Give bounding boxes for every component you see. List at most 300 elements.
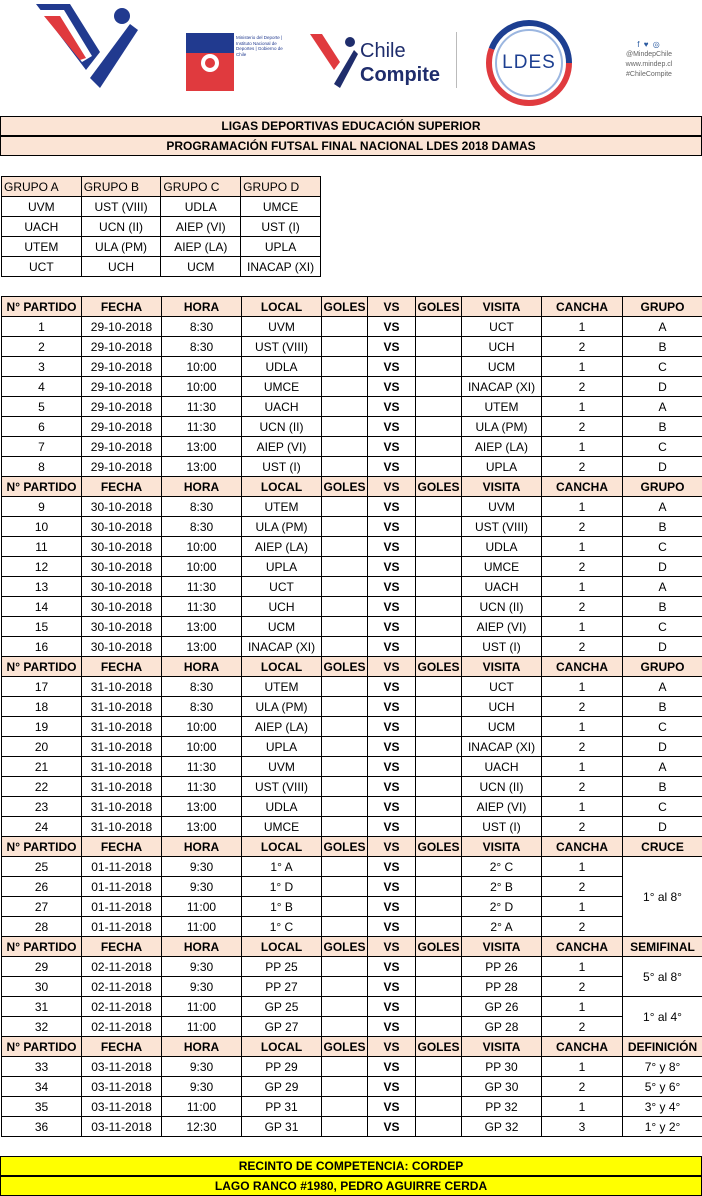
group-team-cell: UCM xyxy=(161,257,241,277)
time-cell: 8:30 xyxy=(162,317,242,337)
table-row xyxy=(2,597,702,617)
schedule-header-cell: CANCHA xyxy=(542,477,623,497)
date-cell: 29-10-2018 xyxy=(82,337,162,357)
visit-team-cell: UACH xyxy=(462,757,542,777)
schedule-header-cell: HORA xyxy=(162,477,242,497)
schedule-header-cell: DEFINICIÓN xyxy=(623,1037,702,1057)
time-cell: 13:00 xyxy=(162,457,242,477)
schedule-header-cell: GOLES xyxy=(322,937,368,957)
schedule-header-cell: FECHA xyxy=(82,657,162,677)
vs-cell: VS xyxy=(368,637,416,657)
table-row xyxy=(2,1017,702,1037)
goals-visit-cell xyxy=(416,397,462,417)
date-cell: 31-10-2018 xyxy=(82,817,162,837)
schedule-header-row xyxy=(2,1037,702,1057)
goals-visit-cell xyxy=(416,597,462,617)
table-row xyxy=(2,317,702,337)
match-number-cell: 17 xyxy=(2,677,82,697)
court-cell: 1 xyxy=(542,577,623,597)
vs-cell: VS xyxy=(368,977,416,997)
vs-cell: VS xyxy=(368,1117,416,1137)
time-cell: 11:30 xyxy=(162,777,242,797)
group-cell: C xyxy=(623,437,702,457)
group-cell: C xyxy=(623,357,702,377)
time-cell: 8:30 xyxy=(162,697,242,717)
visit-team-cell: UCT xyxy=(462,677,542,697)
court-cell: 1 xyxy=(542,1097,623,1117)
venue-line2: LAGO RANCO #1980, PEDRO AGUIRRE CERDA xyxy=(0,1176,702,1196)
table-row xyxy=(2,877,702,897)
court-cell: 1 xyxy=(542,957,623,977)
date-cell: 03-11-2018 xyxy=(82,1097,162,1117)
visit-team-cell: UCM xyxy=(462,357,542,377)
table-row xyxy=(2,717,702,737)
schedule-header-cell: FECHA xyxy=(82,1037,162,1057)
group-cell: C xyxy=(623,717,702,737)
schedule-header-cell: LOCAL xyxy=(242,937,322,957)
date-cell: 30-10-2018 xyxy=(82,537,162,557)
table-row xyxy=(2,977,702,997)
local-team-cell: PP 25 xyxy=(242,957,322,977)
visit-team-cell: INACAP (XI) xyxy=(462,377,542,397)
goals-visit-cell xyxy=(416,317,462,337)
visit-team-cell: UDLA xyxy=(462,537,542,557)
time-cell: 11:00 xyxy=(162,997,242,1017)
time-cell: 8:30 xyxy=(162,497,242,517)
goals-visit-cell xyxy=(416,357,462,377)
group-cell: A xyxy=(623,397,702,417)
group-team-cell: UMCE xyxy=(241,197,321,217)
schedule-header-cell: HORA xyxy=(162,837,242,857)
group-row xyxy=(2,237,321,257)
match-number-cell: 36 xyxy=(2,1117,82,1137)
group-row xyxy=(2,257,321,277)
group-header-cell: GRUPO B xyxy=(81,177,161,197)
schedule-header-cell: N° PARTIDO xyxy=(2,657,82,677)
goals-visit-cell xyxy=(416,577,462,597)
group-cell: B xyxy=(623,417,702,437)
match-number-cell: 26 xyxy=(2,877,82,897)
vs-cell: VS xyxy=(368,1017,416,1037)
court-cell: 1 xyxy=(542,317,623,337)
schedule-header-cell: CANCHA xyxy=(542,297,623,317)
date-cell: 30-10-2018 xyxy=(82,637,162,657)
schedule-header-cell: HORA xyxy=(162,657,242,677)
schedule-header-cell: CANCHA xyxy=(542,1037,623,1057)
goals-local-cell xyxy=(322,1117,368,1137)
schedule-header-row xyxy=(2,297,702,317)
match-number-cell: 35 xyxy=(2,1097,82,1117)
local-team-cell: UDLA xyxy=(242,357,322,377)
schedule-header-row xyxy=(2,837,702,857)
group-cell: A xyxy=(623,757,702,777)
court-cell: 2 xyxy=(542,417,623,437)
court-cell: 2 xyxy=(542,697,623,717)
group-cell: D xyxy=(623,817,702,837)
date-cell: 01-11-2018 xyxy=(82,857,162,877)
goals-visit-cell xyxy=(416,337,462,357)
court-cell: 2 xyxy=(542,1017,623,1037)
local-team-cell: 1° A xyxy=(242,857,322,877)
date-cell: 01-11-2018 xyxy=(82,897,162,917)
court-cell: 1 xyxy=(542,677,623,697)
local-team-cell: UCM xyxy=(242,617,322,637)
court-cell: 1 xyxy=(542,537,623,557)
group-cell: A xyxy=(623,497,702,517)
court-cell: 1 xyxy=(542,797,623,817)
schedule-header-cell: FECHA xyxy=(82,937,162,957)
schedule-header-cell: LOCAL xyxy=(242,657,322,677)
local-team-cell: UCT xyxy=(242,577,322,597)
goals-local-cell xyxy=(322,977,368,997)
vs-cell: VS xyxy=(368,857,416,877)
vs-cell: VS xyxy=(368,737,416,757)
goals-local-cell xyxy=(322,357,368,377)
schedule-header-cell: GOLES xyxy=(416,477,462,497)
goals-local-cell xyxy=(322,1017,368,1037)
schedule-header-cell: GOLES xyxy=(416,657,462,677)
title-line1: LIGAS DEPORTIVAS EDUCACIÓN SUPERIOR xyxy=(0,116,702,136)
group-cell: 3° y 4° xyxy=(623,1097,702,1117)
table-row xyxy=(2,917,702,937)
date-cell: 03-11-2018 xyxy=(82,1117,162,1137)
schedule-header-cell: CANCHA xyxy=(542,937,623,957)
group-team-cell: UST (I) xyxy=(241,217,321,237)
table-row xyxy=(2,557,702,577)
local-team-cell: PP 29 xyxy=(242,1057,322,1077)
goals-visit-cell xyxy=(416,957,462,977)
goals-local-cell xyxy=(322,1057,368,1077)
goals-visit-cell xyxy=(416,617,462,637)
group-cell: D xyxy=(623,637,702,657)
schedule-header-cell: VISITA xyxy=(462,937,542,957)
chile-compite-logo xyxy=(308,30,458,90)
schedule-header-cell: GOLES xyxy=(322,477,368,497)
match-number-cell: 20 xyxy=(2,737,82,757)
schedule-header-cell: HORA xyxy=(162,297,242,317)
table-row xyxy=(2,817,702,837)
group-row xyxy=(2,197,321,217)
schedule-header-cell: VS xyxy=(368,937,416,957)
match-number-cell: 22 xyxy=(2,777,82,797)
schedule-header-cell: GOLES xyxy=(322,297,368,317)
local-team-cell: UDLA xyxy=(242,797,322,817)
date-cell: 02-11-2018 xyxy=(82,957,162,977)
goals-local-cell xyxy=(322,497,368,517)
time-cell: 11:00 xyxy=(162,1017,242,1037)
schedule-header-cell: N° PARTIDO xyxy=(2,477,82,497)
group-header-cell: GRUPO C xyxy=(161,177,241,197)
goals-local-cell xyxy=(322,577,368,597)
schedule-header-cell: FECHA xyxy=(82,477,162,497)
social-block xyxy=(604,40,694,80)
local-team-cell: AIEP (VI) xyxy=(242,437,322,457)
visit-team-cell: UMCE xyxy=(462,557,542,577)
goals-local-cell xyxy=(322,857,368,877)
gobierno-crest-icon xyxy=(186,33,234,91)
schedule-header-cell: SEMIFINAL xyxy=(623,937,702,957)
schedule-header-cell: VS xyxy=(368,837,416,857)
schedule-header-cell: LOCAL xyxy=(242,477,322,497)
goals-local-cell xyxy=(322,557,368,577)
local-team-cell: UPLA xyxy=(242,737,322,757)
group-team-cell: INACAP (XI) xyxy=(241,257,321,277)
schedule-header-cell: VISITA xyxy=(462,477,542,497)
visit-team-cell: 2° C xyxy=(462,857,542,877)
vs-cell: VS xyxy=(368,917,416,937)
local-team-cell: UVM xyxy=(242,757,322,777)
vs-cell: VS xyxy=(368,697,416,717)
court-cell: 2 xyxy=(542,777,623,797)
date-cell: 31-10-2018 xyxy=(82,757,162,777)
group-cell: B xyxy=(623,777,702,797)
table-row xyxy=(2,397,702,417)
chile-compite-line2: Compite xyxy=(360,64,440,86)
venue-line1: RECINTO DE COMPETENCIA: CORDEP xyxy=(0,1156,702,1176)
visit-team-cell: GP 30 xyxy=(462,1077,542,1097)
schedule-header-cell: VS xyxy=(368,1037,416,1057)
time-cell: 11:30 xyxy=(162,597,242,617)
court-cell: 2 xyxy=(542,557,623,577)
time-cell: 9:30 xyxy=(162,957,242,977)
table-row xyxy=(2,537,702,557)
visit-team-cell: 2° B xyxy=(462,877,542,897)
group-cell: A xyxy=(623,577,702,597)
vs-cell: VS xyxy=(368,997,416,1017)
court-cell: 1 xyxy=(542,617,623,637)
table-row xyxy=(2,737,702,757)
vs-cell: VS xyxy=(368,377,416,397)
local-team-cell: 1° D xyxy=(242,877,322,897)
time-cell: 9:30 xyxy=(162,877,242,897)
date-cell: 30-10-2018 xyxy=(82,517,162,537)
vs-cell: VS xyxy=(368,537,416,557)
time-cell: 10:00 xyxy=(162,377,242,397)
schedule-header-row xyxy=(2,657,702,677)
visit-team-cell: UCN (II) xyxy=(462,777,542,797)
court-cell: 2 xyxy=(542,337,623,357)
table-row xyxy=(2,417,702,437)
time-cell: 11:00 xyxy=(162,917,242,937)
local-team-cell: INACAP (XI) xyxy=(242,637,322,657)
schedule-header-cell: N° PARTIDO xyxy=(2,937,82,957)
time-cell: 9:30 xyxy=(162,977,242,997)
visit-team-cell: UVM xyxy=(462,497,542,517)
match-number-cell: 31 xyxy=(2,997,82,1017)
schedule-header-cell: LOCAL xyxy=(242,297,322,317)
goals-visit-cell xyxy=(416,517,462,537)
match-number-cell: 25 xyxy=(2,857,82,877)
schedule-header-cell: N° PARTIDO xyxy=(2,1037,82,1057)
match-number-cell: 15 xyxy=(2,617,82,637)
group-cell: A xyxy=(623,317,702,337)
date-cell: 03-11-2018 xyxy=(82,1057,162,1077)
table-row xyxy=(2,1077,702,1097)
table-row xyxy=(2,1057,702,1077)
local-team-cell: GP 25 xyxy=(242,997,322,1017)
schedule-header-cell: LOCAL xyxy=(242,837,322,857)
time-cell: 9:30 xyxy=(162,1077,242,1097)
time-cell: 9:30 xyxy=(162,857,242,877)
schedule-header-cell: N° PARTIDO xyxy=(2,837,82,857)
goals-visit-cell xyxy=(416,677,462,697)
court-cell: 2 xyxy=(542,977,623,997)
goals-visit-cell xyxy=(416,857,462,877)
schedule-header-cell: FECHA xyxy=(82,297,162,317)
group-team-cell: UTEM xyxy=(2,237,82,257)
time-cell: 11:30 xyxy=(162,397,242,417)
match-number-cell: 13 xyxy=(2,577,82,597)
goals-visit-cell xyxy=(416,757,462,777)
group-cell: D xyxy=(623,457,702,477)
court-cell: 2 xyxy=(542,517,623,537)
goals-local-cell xyxy=(322,957,368,977)
group-team-cell: UACH xyxy=(2,217,82,237)
match-number-cell: 24 xyxy=(2,817,82,837)
schedule-header-cell: GOLES xyxy=(322,837,368,857)
time-cell: 11:00 xyxy=(162,1097,242,1117)
local-team-cell: GP 31 xyxy=(242,1117,322,1137)
group-cell: 5° y 6° xyxy=(623,1077,702,1097)
match-number-cell: 14 xyxy=(2,597,82,617)
date-cell: 29-10-2018 xyxy=(82,457,162,477)
local-team-cell: AIEP (LA) xyxy=(242,537,322,557)
goals-visit-cell xyxy=(416,797,462,817)
visit-team-cell: UCT xyxy=(462,317,542,337)
court-cell: 1 xyxy=(542,757,623,777)
schedule-header-cell: GRUPO xyxy=(623,297,702,317)
match-number-cell: 23 xyxy=(2,797,82,817)
social-web: www.mindep.cl xyxy=(625,61,673,68)
court-cell: 1 xyxy=(542,897,623,917)
date-cell: 01-11-2018 xyxy=(82,877,162,897)
goals-visit-cell xyxy=(416,637,462,657)
vs-cell: VS xyxy=(368,1077,416,1097)
group-cell: A xyxy=(623,677,702,697)
local-team-cell: UVM xyxy=(242,317,322,337)
goals-local-cell xyxy=(322,417,368,437)
visit-team-cell: ULA (PM) xyxy=(462,417,542,437)
match-number-cell: 21 xyxy=(2,757,82,777)
table-row xyxy=(2,757,702,777)
time-cell: 13:00 xyxy=(162,437,242,457)
group-team-cell: ULA (PM) xyxy=(81,237,161,257)
table-row xyxy=(2,437,702,457)
time-cell: 11:30 xyxy=(162,757,242,777)
visit-team-cell: PP 28 xyxy=(462,977,542,997)
time-cell: 8:30 xyxy=(162,517,242,537)
court-cell: 2 xyxy=(542,877,623,897)
group-header-cell: GRUPO D xyxy=(241,177,321,197)
local-team-cell: UST (VIII) xyxy=(242,337,322,357)
goals-visit-cell xyxy=(416,877,462,897)
goals-local-cell xyxy=(322,737,368,757)
time-cell: 8:30 xyxy=(162,677,242,697)
match-number-cell: 18 xyxy=(2,697,82,717)
visit-team-cell: UST (VIII) xyxy=(462,517,542,537)
match-number-cell: 28 xyxy=(2,917,82,937)
match-number-cell: 11 xyxy=(2,537,82,557)
title-line2: PROGRAMACIÓN FUTSAL FINAL NACIONAL LDES 2018 DAMAS xyxy=(0,136,702,156)
vs-cell: VS xyxy=(368,417,416,437)
vs-cell: VS xyxy=(368,717,416,737)
time-cell: 12:30 xyxy=(162,1117,242,1137)
ind-logo-icon xyxy=(30,0,140,92)
date-cell: 02-11-2018 xyxy=(82,977,162,997)
gobierno-logo xyxy=(186,33,294,91)
group-cell: C xyxy=(623,617,702,637)
time-cell: 8:30 xyxy=(162,337,242,357)
goals-visit-cell xyxy=(416,1117,462,1137)
vs-cell: VS xyxy=(368,877,416,897)
goals-visit-cell xyxy=(416,737,462,757)
schedule-header-cell: VS xyxy=(368,657,416,677)
visit-team-cell: UST (I) xyxy=(462,817,542,837)
match-number-cell: 29 xyxy=(2,957,82,977)
vs-cell: VS xyxy=(368,957,416,977)
goals-local-cell xyxy=(322,917,368,937)
schedule-header-cell: VS xyxy=(368,477,416,497)
goals-local-cell xyxy=(322,677,368,697)
match-number-cell: 3 xyxy=(2,357,82,377)
visit-team-cell: 2° A xyxy=(462,917,542,937)
group-team-cell: AIEP (LA) xyxy=(161,237,241,257)
court-cell: 1 xyxy=(542,857,623,877)
table-row xyxy=(2,577,702,597)
match-number-cell: 2 xyxy=(2,337,82,357)
court-cell: 1 xyxy=(542,437,623,457)
visit-team-cell: AIEP (VI) xyxy=(462,797,542,817)
goals-visit-cell xyxy=(416,497,462,517)
group-cell: B xyxy=(623,597,702,617)
table-row xyxy=(2,377,702,397)
goals-local-cell xyxy=(322,617,368,637)
goals-visit-cell xyxy=(416,417,462,437)
visit-team-cell: UPLA xyxy=(462,457,542,477)
vs-cell: VS xyxy=(368,517,416,537)
table-row xyxy=(2,1097,702,1117)
ldes-logo-text: LDES xyxy=(502,52,556,73)
visit-team-cell: AIEP (VI) xyxy=(462,617,542,637)
group-row xyxy=(2,217,321,237)
table-row xyxy=(2,677,702,697)
table-row xyxy=(2,777,702,797)
local-team-cell: UCH xyxy=(242,597,322,617)
schedule-header-cell: VISITA xyxy=(462,1037,542,1057)
local-team-cell: UCN (II) xyxy=(242,417,322,437)
table-row xyxy=(2,857,702,877)
schedule-header-cell: GOLES xyxy=(416,837,462,857)
date-cell: 30-10-2018 xyxy=(82,497,162,517)
table-row xyxy=(2,797,702,817)
goals-visit-cell xyxy=(416,1017,462,1037)
court-cell: 1 xyxy=(542,1057,623,1077)
table-row xyxy=(2,497,702,517)
visit-team-cell: AIEP (LA) xyxy=(462,437,542,457)
vs-cell: VS xyxy=(368,757,416,777)
date-cell: 03-11-2018 xyxy=(82,1077,162,1097)
goals-visit-cell xyxy=(416,697,462,717)
goals-local-cell xyxy=(322,437,368,457)
date-cell: 31-10-2018 xyxy=(82,777,162,797)
group-cell: B xyxy=(623,337,702,357)
goals-local-cell xyxy=(322,1097,368,1117)
match-number-cell: 16 xyxy=(2,637,82,657)
schedule-header-row xyxy=(2,477,702,497)
schedule-header-cell: LOCAL xyxy=(242,1037,322,1057)
goals-local-cell xyxy=(322,897,368,917)
local-team-cell: UMCE xyxy=(242,817,322,837)
